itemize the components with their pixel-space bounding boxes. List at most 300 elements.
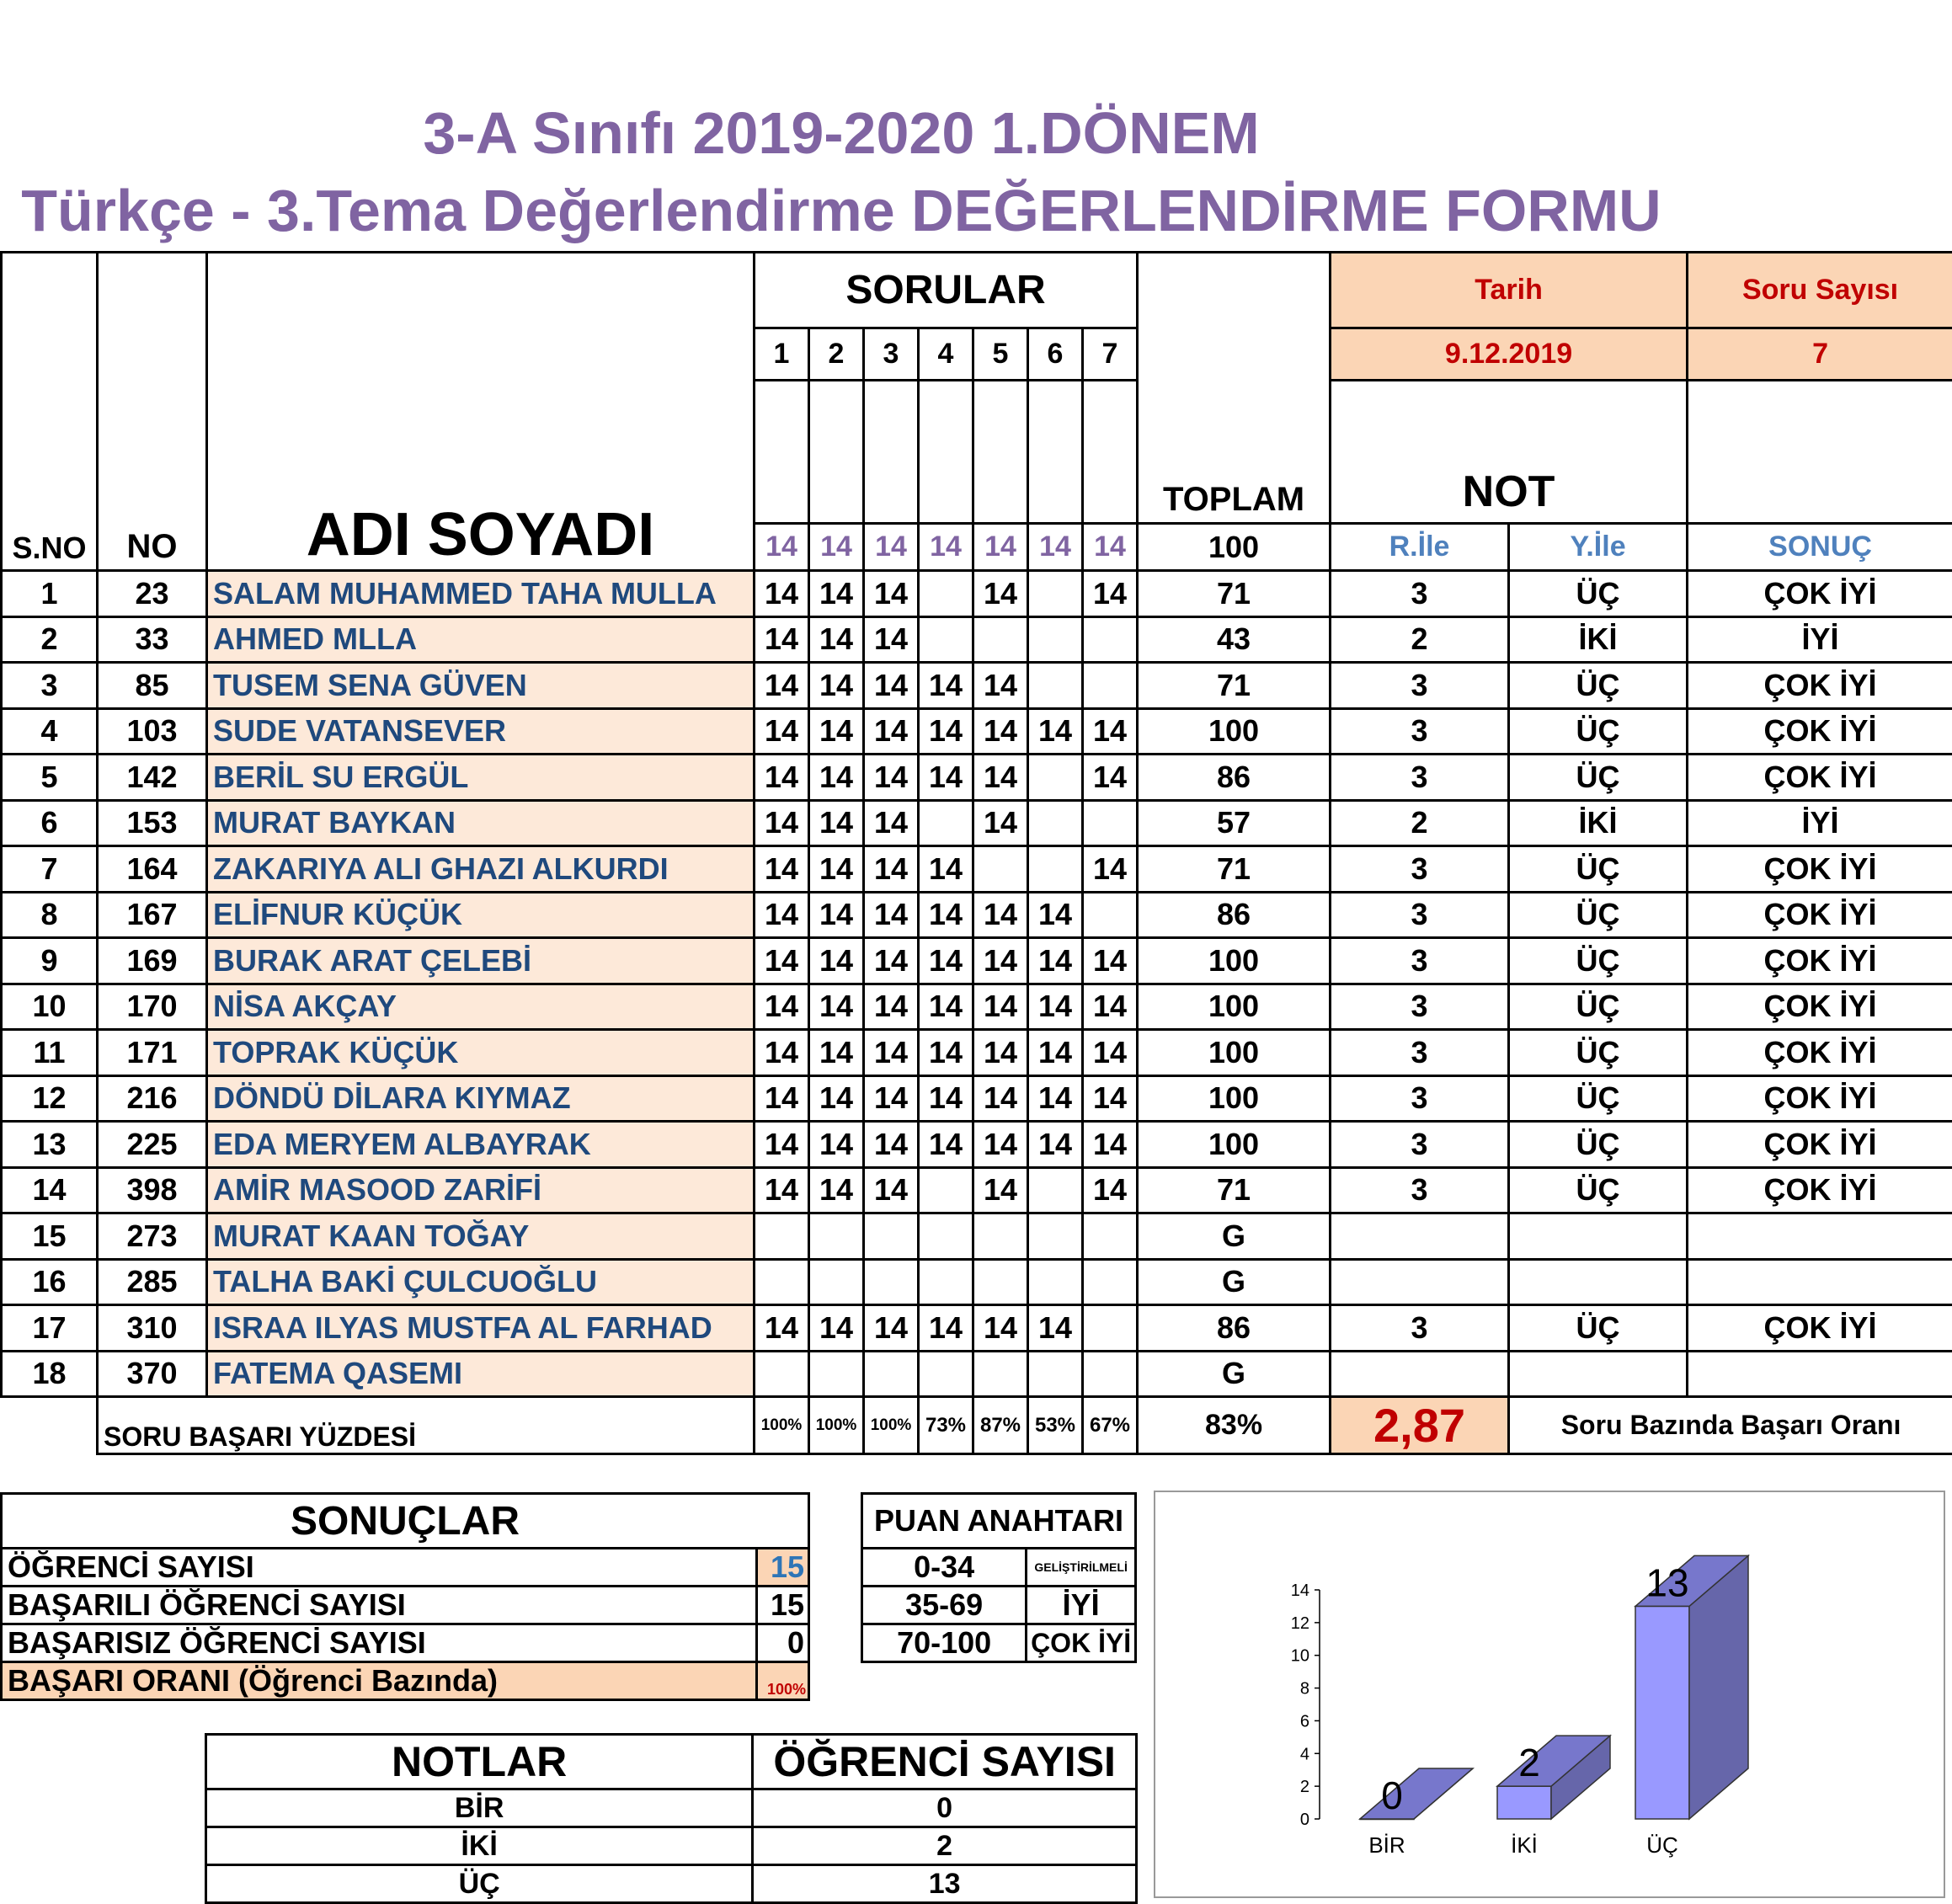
student-y-ile: ÜÇ [1509,708,1688,755]
student-y-ile: ÜÇ [1509,663,1688,709]
student-no: 273 [98,1213,207,1260]
question-score: 14 [1083,571,1138,617]
footer-blank [2,1397,98,1454]
notlar-value: 2 [753,1827,1137,1865]
question-score [809,1259,864,1305]
toplam-max: 100 [1138,524,1331,571]
student-sno: 6 [2,800,98,846]
student-no: 142 [98,755,207,801]
question-blank [755,381,809,524]
student-sonuc: İYİ [1688,800,1952,846]
question-blank [1083,381,1138,524]
header-soru-sayisi: Soru Sayısı [1688,253,1952,328]
table-row [2,1305,1952,1352]
student-sonuc: ÇOK İYİ [1688,755,1952,801]
student-no: 167 [98,892,207,938]
table-row [2,1167,1952,1213]
question-score [809,1213,864,1260]
question-score [864,1351,919,1397]
question-points: 14 [809,524,864,571]
student-sonuc: ÇOK İYİ [1688,1305,1952,1352]
student-sonuc [1688,1259,1952,1305]
question-number: 3 [864,328,919,381]
question-score: 14 [919,892,973,938]
student-toplam: G [1138,1213,1331,1260]
question-score: 14 [919,1122,973,1168]
puan-label: İYİ [1027,1587,1136,1624]
question-score: 14 [973,892,1028,938]
question-score: 14 [919,755,973,801]
student-r-ile: 3 [1331,1122,1509,1168]
student-no: 216 [98,1075,207,1122]
question-score: 14 [809,938,864,984]
student-sno: 8 [2,892,98,938]
question-score [919,1167,973,1213]
question-score [1028,1351,1083,1397]
table-row [2,800,1952,846]
student-no: 225 [98,1122,207,1168]
question-blank [919,381,973,524]
question-percent: 100% [864,1397,919,1454]
question-score: 14 [1083,1075,1138,1122]
question-score: 14 [809,846,864,893]
question-score: 14 [809,1030,864,1076]
student-toplam: 71 [1138,846,1331,893]
ogrenci-sayisi-header: ÖĞRENCİ SAYISI [753,1735,1137,1789]
y-tick-label: 6 [1300,1712,1309,1731]
student-name: TALHA BAKİ ÇULCUOĞLU [207,1259,755,1305]
question-score [755,1351,809,1397]
student-name: SALAM MUHAMMED TAHA MULLA [207,571,755,617]
table-row [2,663,1952,709]
question-score: 14 [809,616,864,663]
header-adi-soyadi: ADI SOYADI [207,253,755,571]
student-name: MURAT KAAN TOĞAY [207,1213,755,1260]
question-points: 14 [1083,524,1138,571]
question-score: 14 [809,800,864,846]
question-score: 14 [973,1305,1028,1352]
question-score: 14 [755,708,809,755]
student-r-ile: 3 [1331,571,1509,617]
question-score: 14 [919,663,973,709]
student-toplam: 71 [1138,571,1331,617]
question-score [755,1213,809,1260]
question-score [864,1259,919,1305]
sonuclar-label: BAŞARILI ÖĞRENCİ SAYISI [2,1587,757,1624]
student-y-ile: İKİ [1509,616,1688,663]
question-score: 14 [864,571,919,617]
puan-range: 0-34 [862,1549,1027,1587]
question-score: 14 [973,800,1028,846]
question-number: 7 [1083,328,1138,381]
student-name: BURAK ARAT ÇELEBİ [207,938,755,984]
question-score: 14 [1028,892,1083,938]
student-sonuc: İYİ [1688,616,1952,663]
average-score: 2,87 [1331,1397,1509,1454]
student-sonuc: ÇOK İYİ [1688,938,1952,984]
student-name: TOPRAK KÜÇÜK [207,1030,755,1076]
sonuclar-title: SONUÇLAR [2,1494,809,1549]
question-score: 14 [755,1122,809,1168]
student-name: ZAKARIYA ALI GHAZI ALKURDI [207,846,755,893]
toplam-percent: 83% [1138,1397,1331,1454]
student-r-ile: 3 [1331,938,1509,984]
question-score: 14 [864,938,919,984]
header-y-ile: Y.İle [1509,524,1688,571]
question-score: 14 [973,1075,1028,1122]
student-y-ile [1509,1259,1688,1305]
student-name: ELİFNUR KÜÇÜK [207,892,755,938]
question-score: 14 [919,846,973,893]
student-no: 285 [98,1259,207,1305]
student-toplam: G [1138,1351,1331,1397]
question-score [919,800,973,846]
student-sonuc: ÇOK İYİ [1688,708,1952,755]
student-no: 169 [98,938,207,984]
student-y-ile: ÜÇ [1509,571,1688,617]
question-score: 14 [755,984,809,1030]
student-r-ile [1331,1351,1509,1397]
student-toplam: 100 [1138,1122,1331,1168]
question-percent: 73% [919,1397,973,1454]
table-row [2,1351,1952,1397]
question-score [1028,1167,1083,1213]
question-score: 14 [755,1167,809,1213]
student-name: DÖNDÜ DİLARA KIYMAZ [207,1075,755,1122]
table-row [2,892,1952,938]
question-score [1083,616,1138,663]
question-score [1028,755,1083,801]
question-score: 14 [919,938,973,984]
student-name: TUSEM SENA GÜVEN [207,663,755,709]
sonuclar-table [0,1492,810,1701]
y-tick-label: 2 [1300,1778,1309,1796]
puan-range: 35-69 [862,1587,1027,1624]
grade-distribution-chart [1154,1491,1945,1898]
question-score: 14 [864,1075,919,1122]
student-sno: 4 [2,708,98,755]
question-score [1083,1213,1138,1260]
student-r-ile: 3 [1331,708,1509,755]
question-score [919,616,973,663]
student-y-ile: ÜÇ [1509,892,1688,938]
question-score: 14 [1083,938,1138,984]
student-sonuc: ÇOK İYİ [1688,1030,1952,1076]
student-name: ISRAA ILYAS MUSTFA AL FARHAD [207,1305,755,1352]
question-score [973,1259,1028,1305]
question-score: 14 [864,1122,919,1168]
student-sonuc: ÇOK İYİ [1688,1122,1952,1168]
soru-sayisi-value: 7 [1688,328,1952,381]
student-toplam: 86 [1138,892,1331,938]
question-score: 14 [864,846,919,893]
question-score [1083,1259,1138,1305]
student-name: NİSA AKÇAY [207,984,755,1030]
bar-front [1635,1606,1689,1819]
question-score: 14 [864,1305,919,1352]
student-sonuc: ÇOK İYİ [1688,663,1952,709]
student-sno: 1 [2,571,98,617]
student-sno: 9 [2,938,98,984]
question-score [919,571,973,617]
question-score: 14 [864,708,919,755]
student-sno: 17 [2,1305,98,1352]
question-score: 14 [864,1030,919,1076]
question-blank [809,381,864,524]
question-number: 6 [1028,328,1083,381]
notlar-label: ÜÇ [206,1865,753,1903]
student-no: 164 [98,846,207,893]
student-no: 370 [98,1351,207,1397]
header-no: NO [98,253,207,571]
student-toplam: 57 [1138,800,1331,846]
question-score: 14 [809,571,864,617]
question-score: 14 [755,938,809,984]
table-row [2,1213,1952,1260]
table-row [2,938,1952,984]
question-score [919,1259,973,1305]
table-row [2,616,1952,663]
student-y-ile: ÜÇ [1509,1167,1688,1213]
question-score [1028,571,1083,617]
student-y-ile: ÜÇ [1509,1030,1688,1076]
question-score: 14 [755,1305,809,1352]
data-label: 2 [1518,1741,1540,1784]
student-no: 398 [98,1167,207,1213]
question-number: 1 [755,328,809,381]
student-y-ile [1509,1351,1688,1397]
question-points: 14 [755,524,809,571]
student-r-ile: 3 [1331,892,1509,938]
question-score: 14 [1083,1122,1138,1168]
table-row [2,1122,1952,1168]
question-score: 14 [919,1030,973,1076]
sonuclar-value: 100% [757,1662,809,1700]
question-score: 14 [973,938,1028,984]
notlar-value: 13 [753,1865,1137,1903]
question-score: 14 [919,708,973,755]
table-row [2,571,1952,617]
question-score [864,1213,919,1260]
question-score: 14 [1083,984,1138,1030]
question-score [973,846,1028,893]
student-toplam: 71 [1138,1167,1331,1213]
question-score [1028,616,1083,663]
question-blank [864,381,919,524]
student-toplam: 86 [1138,1305,1331,1352]
student-r-ile: 2 [1331,800,1509,846]
question-score: 14 [755,616,809,663]
question-score: 14 [1028,1030,1083,1076]
question-score [755,1259,809,1305]
student-toplam: 100 [1138,1030,1331,1076]
question-score: 14 [1028,984,1083,1030]
question-blank [1028,381,1083,524]
question-score: 14 [973,984,1028,1030]
question-score: 14 [809,984,864,1030]
student-sonuc: ÇOK İYİ [1688,1167,1952,1213]
sonuclar-label: ÖĞRENCİ SAYISI [2,1549,757,1587]
question-percent: 67% [1083,1397,1138,1454]
question-score: 14 [864,616,919,663]
question-points: 14 [919,524,973,571]
question-number: 2 [809,328,864,381]
puan-anahtari-table [861,1492,1137,1663]
chart-svg [1155,1492,1944,1896]
question-score [1028,663,1083,709]
table-row [2,984,1952,1030]
student-name: AHMED MLLA [207,616,755,663]
student-name: SUDE VATANSEVER [207,708,755,755]
table-row [2,846,1952,893]
student-toplam: G [1138,1259,1331,1305]
student-sonuc: ÇOK İYİ [1688,984,1952,1030]
question-score: 14 [1028,708,1083,755]
sonuclar-label: BAŞARISIZ ÖĞRENCİ SAYISI [2,1624,757,1662]
header-not: NOT [1331,381,1688,524]
question-score [1083,1305,1138,1352]
student-y-ile: ÜÇ [1509,1305,1688,1352]
question-score: 14 [1028,1075,1083,1122]
question-score: 14 [809,708,864,755]
student-no: 85 [98,663,207,709]
question-score: 14 [1028,1305,1083,1352]
puan-title: PUAN ANAHTARI [862,1494,1136,1549]
question-score [919,1213,973,1260]
question-score: 14 [973,708,1028,755]
question-score [1083,800,1138,846]
sonuclar-label: BAŞARI ORANI (Öğrenci Bazında) [2,1662,757,1700]
student-no: 310 [98,1305,207,1352]
page-subtitle: Türkçe - 3.Tema Değerlendirme DEĞERLENDİRME FORMU [0,177,1817,244]
question-score: 14 [755,663,809,709]
question-score: 14 [973,1122,1028,1168]
student-y-ile: ÜÇ [1509,938,1688,984]
question-score: 14 [919,984,973,1030]
question-score: 14 [809,1305,864,1352]
student-name: AMİR MASOOD ZARİFİ [207,1167,755,1213]
student-r-ile: 3 [1331,663,1509,709]
question-percent: 100% [755,1397,809,1454]
student-r-ile: 3 [1331,1030,1509,1076]
category-label: BİR [1368,1832,1405,1858]
average-label: Soru Bazında Başarı Oranı [1509,1397,1952,1454]
question-number: 4 [919,328,973,381]
student-y-ile: ÜÇ [1509,755,1688,801]
student-r-ile: 2 [1331,616,1509,663]
question-score: 14 [1083,846,1138,893]
question-score: 14 [809,1167,864,1213]
student-no: 33 [98,616,207,663]
question-score: 14 [809,892,864,938]
student-r-ile [1331,1259,1509,1305]
student-no: 170 [98,984,207,1030]
student-name: FATEMA QASEMI [207,1351,755,1397]
question-score [973,1351,1028,1397]
notlar-header: NOTLAR [206,1735,753,1789]
question-score: 14 [755,755,809,801]
question-points: 14 [864,524,919,571]
header-sorular: SORULAR [755,253,1138,328]
table-row [2,755,1952,801]
sonuclar-value: 15 [757,1549,809,1587]
sonuclar-value: 15 [757,1587,809,1624]
y-tick-label: 8 [1300,1680,1309,1699]
question-score: 14 [864,800,919,846]
student-r-ile: 3 [1331,755,1509,801]
student-sonuc: ÇOK İYİ [1688,571,1952,617]
student-no: 23 [98,571,207,617]
student-toplam: 71 [1138,663,1331,709]
question-score [1083,663,1138,709]
header-r-ile: R.İle [1331,524,1509,571]
header-toplam: TOPLAM [1138,253,1331,524]
bar-front [1497,1786,1551,1819]
table-row [2,1075,1952,1122]
header-sonuc: SONUÇ [1688,524,1952,571]
question-score: 14 [973,571,1028,617]
question-score [919,1351,973,1397]
puan-range: 70-100 [862,1624,1027,1662]
tarih-value: 9.12.2019 [1331,328,1688,381]
question-score [1028,846,1083,893]
question-score [1028,1259,1083,1305]
header-sno: S.NO [2,253,98,571]
notlar-label: BİR [206,1789,753,1827]
question-score: 14 [864,1167,919,1213]
question-score [1083,1351,1138,1397]
student-sno: 14 [2,1167,98,1213]
grades-table [0,251,1952,1455]
question-score: 14 [1083,1167,1138,1213]
question-score: 14 [973,1167,1028,1213]
student-sno: 3 [2,663,98,709]
student-name: BERİL SU ERGÜL [207,755,755,801]
data-label: 13 [1645,1560,1688,1604]
student-toplam: 86 [1138,755,1331,801]
y-tick-label: 12 [1291,1614,1309,1633]
student-y-ile: ÜÇ [1509,1122,1688,1168]
question-score: 14 [1083,755,1138,801]
question-score: 14 [1028,1122,1083,1168]
question-score: 14 [864,755,919,801]
question-score [1083,892,1138,938]
student-sonuc: ÇOK İYİ [1688,846,1952,893]
student-r-ile: 3 [1331,984,1509,1030]
table-row [2,1259,1952,1305]
question-score [809,1351,864,1397]
bar-top [1360,1768,1473,1819]
question-score: 14 [1083,1030,1138,1076]
student-r-ile: 3 [1331,1075,1509,1122]
header-tarih: Tarih [1331,253,1688,328]
student-toplam: 100 [1138,1075,1331,1122]
question-points: 14 [1028,524,1083,571]
notlar-label: İKİ [206,1827,753,1865]
question-score [1028,1213,1083,1260]
question-score: 14 [864,663,919,709]
table-row [2,708,1952,755]
category-label: ÜÇ [1646,1832,1678,1858]
question-score: 14 [864,892,919,938]
sonuclar-value: 0 [757,1624,809,1662]
question-score: 14 [755,892,809,938]
footer-label: SORU BAŞARI YÜZDESİ [98,1397,755,1454]
notlar-value: 0 [753,1789,1137,1827]
puan-label: ÇOK İYİ [1027,1624,1136,1662]
y-tick-label: 10 [1291,1647,1309,1666]
student-r-ile: 3 [1331,1167,1509,1213]
